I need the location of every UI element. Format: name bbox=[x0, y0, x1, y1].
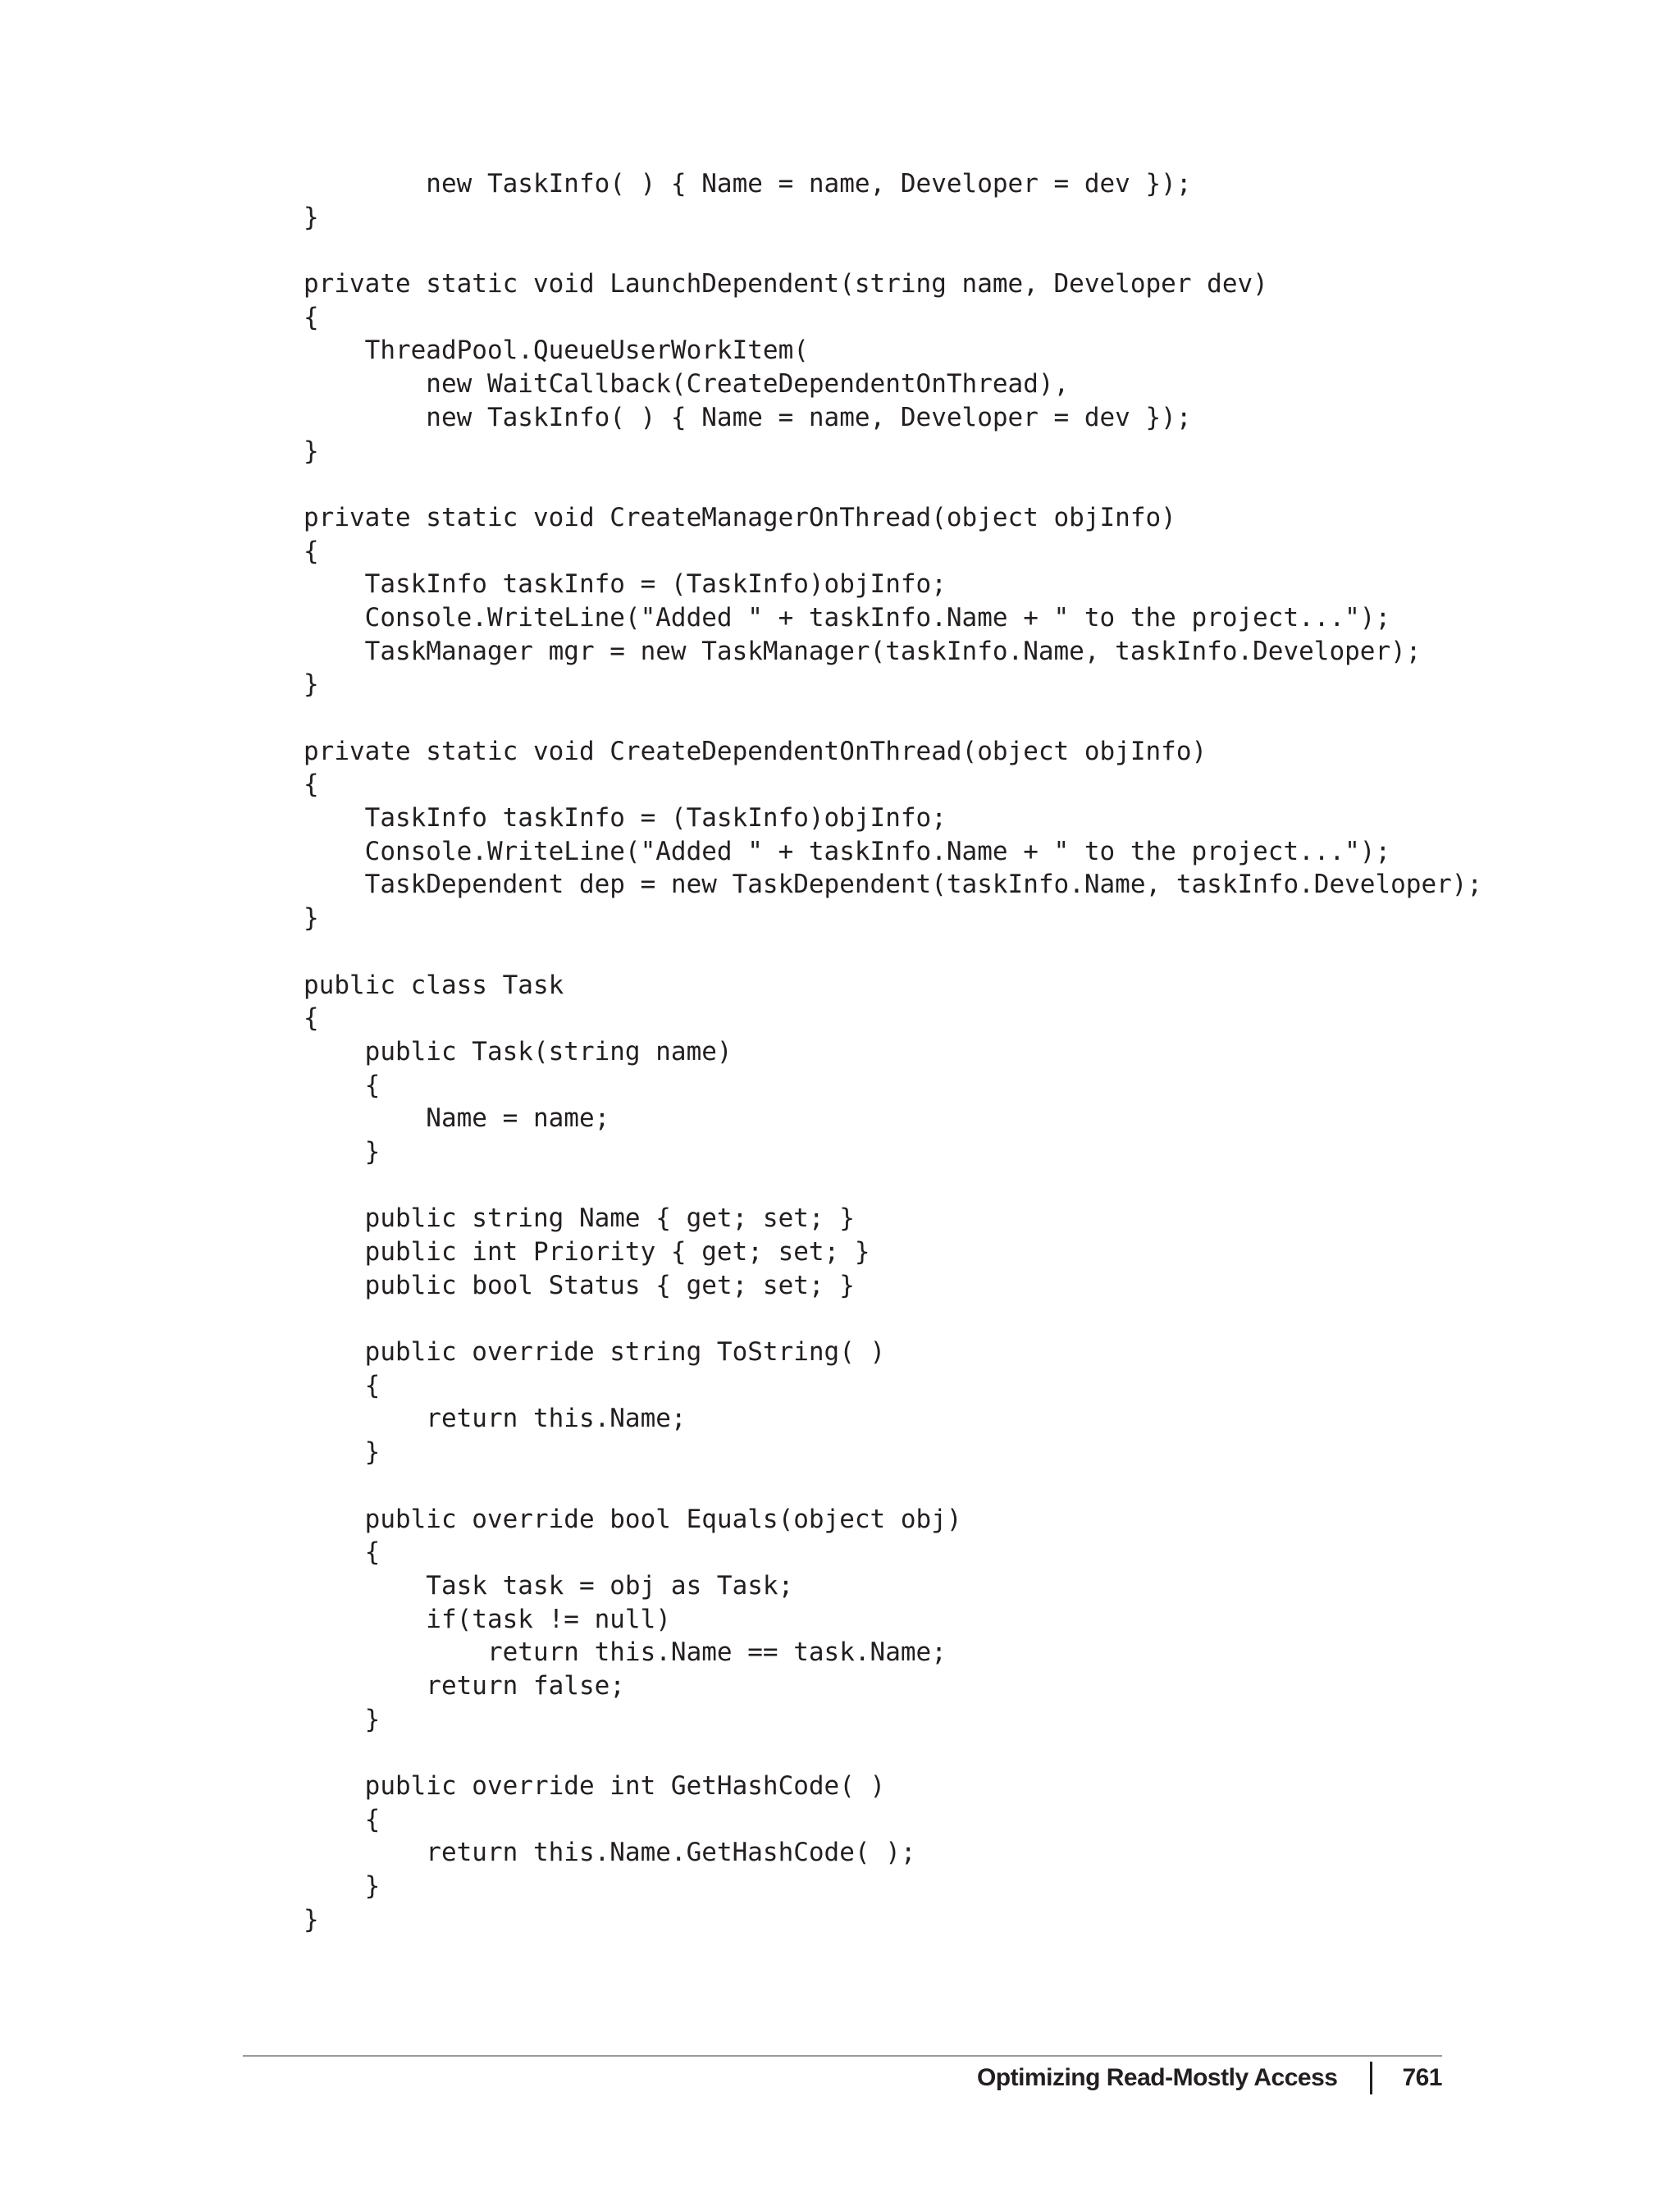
code-line: { bbox=[304, 1070, 381, 1100]
code-line: return this.Name; bbox=[304, 1404, 687, 1434]
code-line: { bbox=[304, 1003, 319, 1034]
code-line: new WaitCallback(CreateDependentOnThread), bbox=[304, 369, 1070, 400]
page-number: 761 bbox=[1402, 2064, 1442, 2091]
code-line: ThreadPool.QueueUserWorkItem( bbox=[304, 336, 809, 366]
code-line: TaskDependent dep = new TaskDependent(taskInfo.Name, taskInfo.Developer); bbox=[304, 870, 1483, 900]
code-line: } bbox=[304, 1437, 381, 1468]
code-line: public Task(string name) bbox=[304, 1036, 733, 1066]
code-line: } bbox=[304, 1904, 319, 1934]
code-line: } bbox=[304, 436, 319, 466]
code-line: } bbox=[304, 1871, 381, 1902]
code-line: return this.Name.GetHashCode( ); bbox=[304, 1838, 916, 1868]
page-footer bbox=[977, 2058, 1442, 2099]
code-line: new TaskInfo( ) { Name = name, Developer = dev }); bbox=[304, 169, 1192, 199]
code-line: { bbox=[304, 1370, 381, 1400]
code-line: TaskInfo taskInfo = (TaskInfo)objInfo; bbox=[304, 803, 947, 834]
code-line bbox=[304, 701, 1482, 735]
code-line: } bbox=[304, 202, 319, 232]
code-line: private static void CreateManagerOnThread(object objInfo) bbox=[304, 502, 1176, 532]
code-line: } bbox=[304, 1136, 381, 1167]
code-line: public override string ToString( ) bbox=[304, 1337, 886, 1368]
code-line: return false; bbox=[304, 1670, 625, 1701]
code-line bbox=[304, 1302, 1482, 1336]
code-line: new TaskInfo( ) { Name = name, Developer = dev }); bbox=[304, 402, 1192, 432]
code-line: public override bool Equals(object obj) bbox=[304, 1504, 962, 1534]
code-line: { bbox=[304, 1804, 381, 1834]
footer-divider bbox=[243, 2055, 1442, 2057]
code-line: { bbox=[304, 302, 319, 332]
code-line: return this.Name == task.Name; bbox=[304, 1637, 947, 1668]
code-line: } bbox=[304, 669, 319, 700]
code-line: public string Name { get; set; } bbox=[304, 1203, 855, 1234]
code-line: { bbox=[304, 770, 319, 800]
code-line: public class Task bbox=[304, 970, 564, 1000]
code-line bbox=[304, 1169, 1482, 1203]
code-line: { bbox=[304, 1537, 381, 1568]
code-line: public int Priority { get; set; } bbox=[304, 1237, 870, 1267]
code-line: Name = name; bbox=[304, 1103, 610, 1134]
code-line bbox=[304, 1736, 1482, 1770]
code-line bbox=[304, 1469, 1482, 1503]
code-line: private static void LaunchDependent(string name, Developer dev) bbox=[304, 269, 1268, 299]
code-line: Task task = obj as Task; bbox=[304, 1570, 794, 1601]
code-line: Console.WriteLine("Added " + taskInfo.Name + " to the project..."); bbox=[304, 836, 1391, 866]
code-line bbox=[304, 935, 1482, 969]
code-line: TaskManager mgr = new TaskManager(taskInfo.Name, taskInfo.Developer); bbox=[304, 636, 1422, 666]
code-line: } bbox=[304, 1704, 381, 1734]
running-footer-title: Optimizing Read-Mostly Access bbox=[976, 2064, 1338, 2091]
code-line bbox=[304, 468, 1482, 501]
code-line: public override int GetHashCode( ) bbox=[304, 1771, 886, 1801]
code-line: public bool Status { get; set; } bbox=[304, 1270, 855, 1300]
code-line: { bbox=[304, 536, 319, 566]
code-line: Console.WriteLine("Added " + taskInfo.Name + " to the project..."); bbox=[304, 602, 1391, 633]
code-line: private static void CreateDependentOnThread(object objInfo) bbox=[304, 736, 1208, 766]
code-listing bbox=[304, 167, 1482, 1936]
code-line bbox=[304, 234, 1482, 267]
footer-separator bbox=[1370, 2062, 1372, 2094]
code-line: TaskInfo taskInfo = (TaskInfo)objInfo; bbox=[304, 569, 947, 600]
code-line: } bbox=[304, 903, 319, 934]
code-line: if(task != null) bbox=[304, 1604, 671, 1634]
